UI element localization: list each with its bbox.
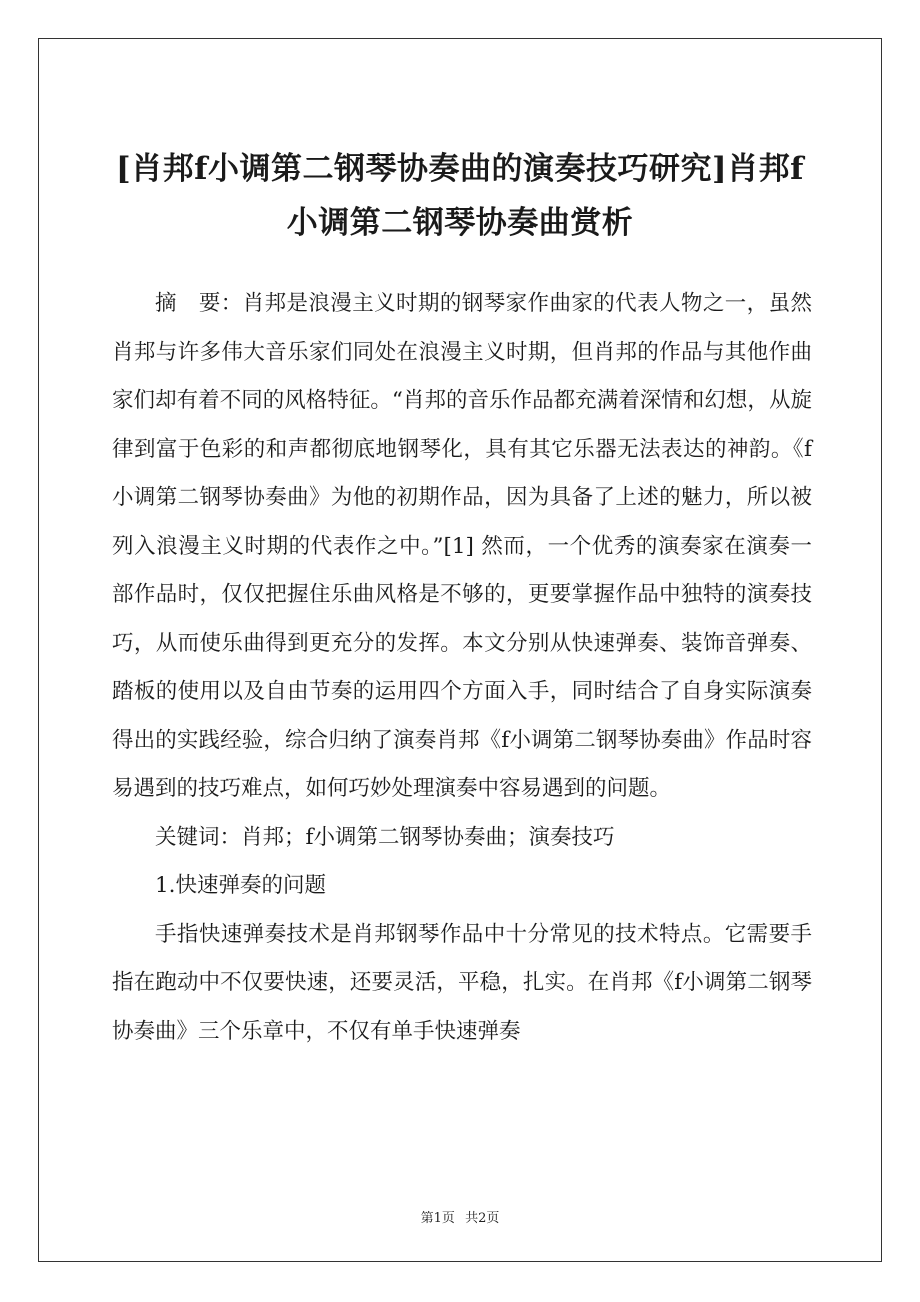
page-footer	[0, 1207, 920, 1226]
document-body	[112, 280, 812, 1056]
abstract-paragraph: 摘 要：肖邦是浪漫主义时期的钢琴家作曲家的代表人物之一，虽然肖邦与许多伟大音乐家们同处在浪漫主义时期，但肖邦的作品与其他作曲家们却有着不同的风格特征。“肖邦的音乐作品都充满着深情和幻想，从旋律到富于色彩的和声都彻底地钢琴化，具有其它乐器无法表达的神韵。《f小调第二钢琴协奏曲》为他的初期作品，因为具备了上述的魅力，所以被列入浪漫主义时期的代表作之中。”[1] 然而，一个优秀的演奏家在演奏一部作品时，仅仅把握住乐曲风格是不够的，更要掌握作品中独特的演奏技巧，从而使乐曲得到更充分的发挥。本文分别从快速弹奏、装饰音弹奏、踏板的使用以及自由节奏的运用四个方面入手，同时结合了自身实际演奏得出的实践经验，综合归纳了演奏肖邦《f小调第二钢琴协奏曲》作品时容易遇到的技巧难点，如何巧妙处理演奏中容易遇到的问题。	[112, 291, 812, 801]
page-number-total: 共2页	[465, 1211, 500, 1226]
section-heading: 1.快速弹奏的问题	[155, 873, 327, 898]
page-number-current: 第1页	[420, 1211, 455, 1226]
section-paragraph: 手指快速弹奏技术是肖邦钢琴作品中十分常见的技术特点。它需要手指在跑动中不仅要快速，还要灵活，平稳，扎实。在肖邦《f小调第二钢琴协奏曲》三个乐章中，不仅有单手快速弹奏	[112, 921, 812, 1044]
document-title: [肖邦f小调第二钢琴协奏曲的演奏技巧研究]肖邦f小调第二钢琴协奏曲赏析	[115, 151, 804, 241]
keywords-line: 关键词：肖邦；f小调第二钢琴协奏曲；演奏技巧	[155, 824, 615, 850]
